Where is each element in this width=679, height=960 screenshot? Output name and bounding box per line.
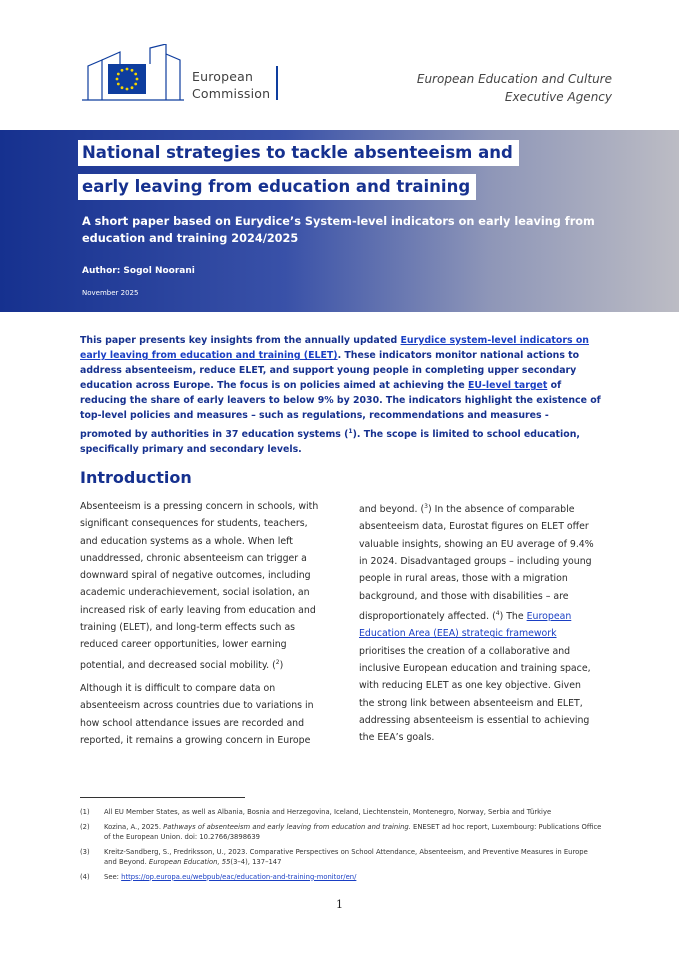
- agency-line-1: European Education and Culture: [416, 72, 612, 86]
- eurydice-indicators-link[interactable]: Eurydice system-level indicators on early leaving from education and training (ELET): [80, 335, 589, 362]
- footnote-text-part: Kreitz-Sandberg, S., Fredriksson, U., 2023. Comparative Perspectives on School Attendance, Absenteeism, and Preventive Measures in Europe and Beyond.: [104, 847, 588, 866]
- document-title-line-1: National strategies to tackle absenteeism and: [78, 140, 519, 166]
- footnote-ref[interactable]: 3: [424, 503, 428, 510]
- footnote-divider: [80, 797, 245, 798]
- publication-date: November 2025: [82, 289, 139, 297]
- footnote-number: (4): [80, 872, 90, 881]
- logo-divider: [276, 66, 278, 100]
- paragraph-text: Absenteeism is a pressing concern in schools, with significant consequences for students, teachers, and education systems as a whole. When left unaddressed, chronic absenteeism can trigger a downward spiral of negative outcomes, including academic underachievement, social isolation, an increased risk of early leaving from education and training (ELET), and long-term effects such as reduced career opportunities, lower earning potential, and decreased social mobility. (: [80, 501, 319, 671]
- intro-column-left: [80, 498, 320, 749]
- eu-level-target-link[interactable]: EU-level target: [467, 380, 548, 392]
- footnote-ref[interactable]: 4: [495, 609, 500, 617]
- footnote-number: (1): [80, 808, 90, 816]
- agency-name: [417, 70, 612, 106]
- intro-paragraph: [359, 498, 599, 746]
- footnote-text: [104, 872, 602, 883]
- footnote-ref[interactable]: 2: [275, 658, 280, 666]
- european-commission-logo-icon: [80, 44, 184, 102]
- paragraph-text: and beyond. (: [359, 504, 425, 516]
- abstract-text: This paper presents key insights from the annually updated: [80, 335, 401, 346]
- introduction-heading: Introduction: [80, 468, 192, 487]
- footnotes: [80, 807, 602, 886]
- footnote-number: (2): [80, 822, 90, 831]
- footnote-4: [80, 872, 602, 883]
- footnote-journal: European Education, 55: [148, 858, 231, 866]
- footnote-2: [80, 822, 602, 843]
- paragraph-text: ) In the absence of comparable absenteeism data, Eurostat figures on ELET offer valuable insights, showing an EU average of 9.4% in 2024. Disadvantaged groups – including young people in rural areas, those with a migration background, and those with disabilities – are disproportionately affected. (: [359, 504, 594, 623]
- author: Author: Sogol Noorani: [82, 266, 195, 276]
- european-commission-logo: [80, 44, 280, 104]
- education-training-monitor-link[interactable]: https://op.europa.eu/webpub/eac/education-and-training-monitor/en/: [121, 872, 357, 881]
- paragraph-text: prioritises the creation of a collaborative and inclusive European education and training space, with reducing ELET as one key objective. Given the strong link between absenteeism and ELET, addressing absenteeism is essential to achieving the EEA’s goals.: [359, 645, 591, 744]
- abstract-text: . These indicators monitor national actions to address absenteeism, reduce ELET, and support young people in completing upper secondary education across Europe. The focus is on policies aimed at achieving the: [80, 350, 580, 392]
- footnote-text-part: ENESET ad hoc report, Luxembourg: Publications Office of the European Union. doi: 10.2766/3898639: [104, 822, 602, 841]
- intro-column-right: [359, 498, 599, 746]
- footnote-text: All EU Member States, as well as Albania, Bosnia and Herzegovina, Iceland, Liechtenstein, Montenegro, Norway, Serbia and Türkiye: [104, 808, 552, 816]
- abstract-text: of reducing the share of early leavers to below 9% by 2030. The indicators highlight the existence of top-level policies and measures – such as regulations, recommendations and measures - promoted by authorities in 37 education systems (: [80, 380, 601, 440]
- intro-paragraph: [80, 498, 320, 674]
- footnote-ref[interactable]: 1: [348, 427, 353, 435]
- intro-paragraph: Although it is difficult to compare data on absenteeism across countries due to variations in how school attendance issues are recorded and reported, it remains a growing concern in Europe: [80, 683, 314, 746]
- footnote-1: [80, 807, 602, 818]
- document-subtitle: A short paper based on Eurydice’s System-level indicators on early leaving from education and training 2024/2025: [82, 215, 595, 245]
- abstract: [80, 333, 602, 457]
- footnote-text: [104, 847, 602, 868]
- logo-wordmark: [192, 68, 270, 102]
- eea-strategic-framework-link[interactable]: European Education Area (EEA) strategic framework: [359, 611, 572, 640]
- footnote-3: [80, 847, 602, 868]
- footnote-number: (3): [80, 847, 90, 856]
- logo-line-commission: Commission: [192, 86, 271, 101]
- agency-line-2: Executive Agency: [504, 90, 612, 104]
- page-number: 1: [336, 898, 343, 911]
- footnote-text-part: Kozina, A., 2025.: [104, 822, 164, 831]
- paragraph-text: ): [279, 659, 284, 671]
- footnote-text-part: (3–4), 137–147: [230, 858, 282, 866]
- abstract-text: ). The scope is limited to school education, specifically primary and secondary levels.: [80, 428, 580, 455]
- paragraph-text: ) The: [499, 611, 527, 623]
- document-title-line-2: early leaving from education and training: [78, 174, 476, 200]
- footnote-text: [104, 822, 602, 843]
- footnote-text-part: See:: [104, 872, 122, 881]
- logo-line-european: European: [192, 69, 254, 84]
- footnote-title: Pathways of absenteeism and early leaving from education and training.: [163, 822, 411, 831]
